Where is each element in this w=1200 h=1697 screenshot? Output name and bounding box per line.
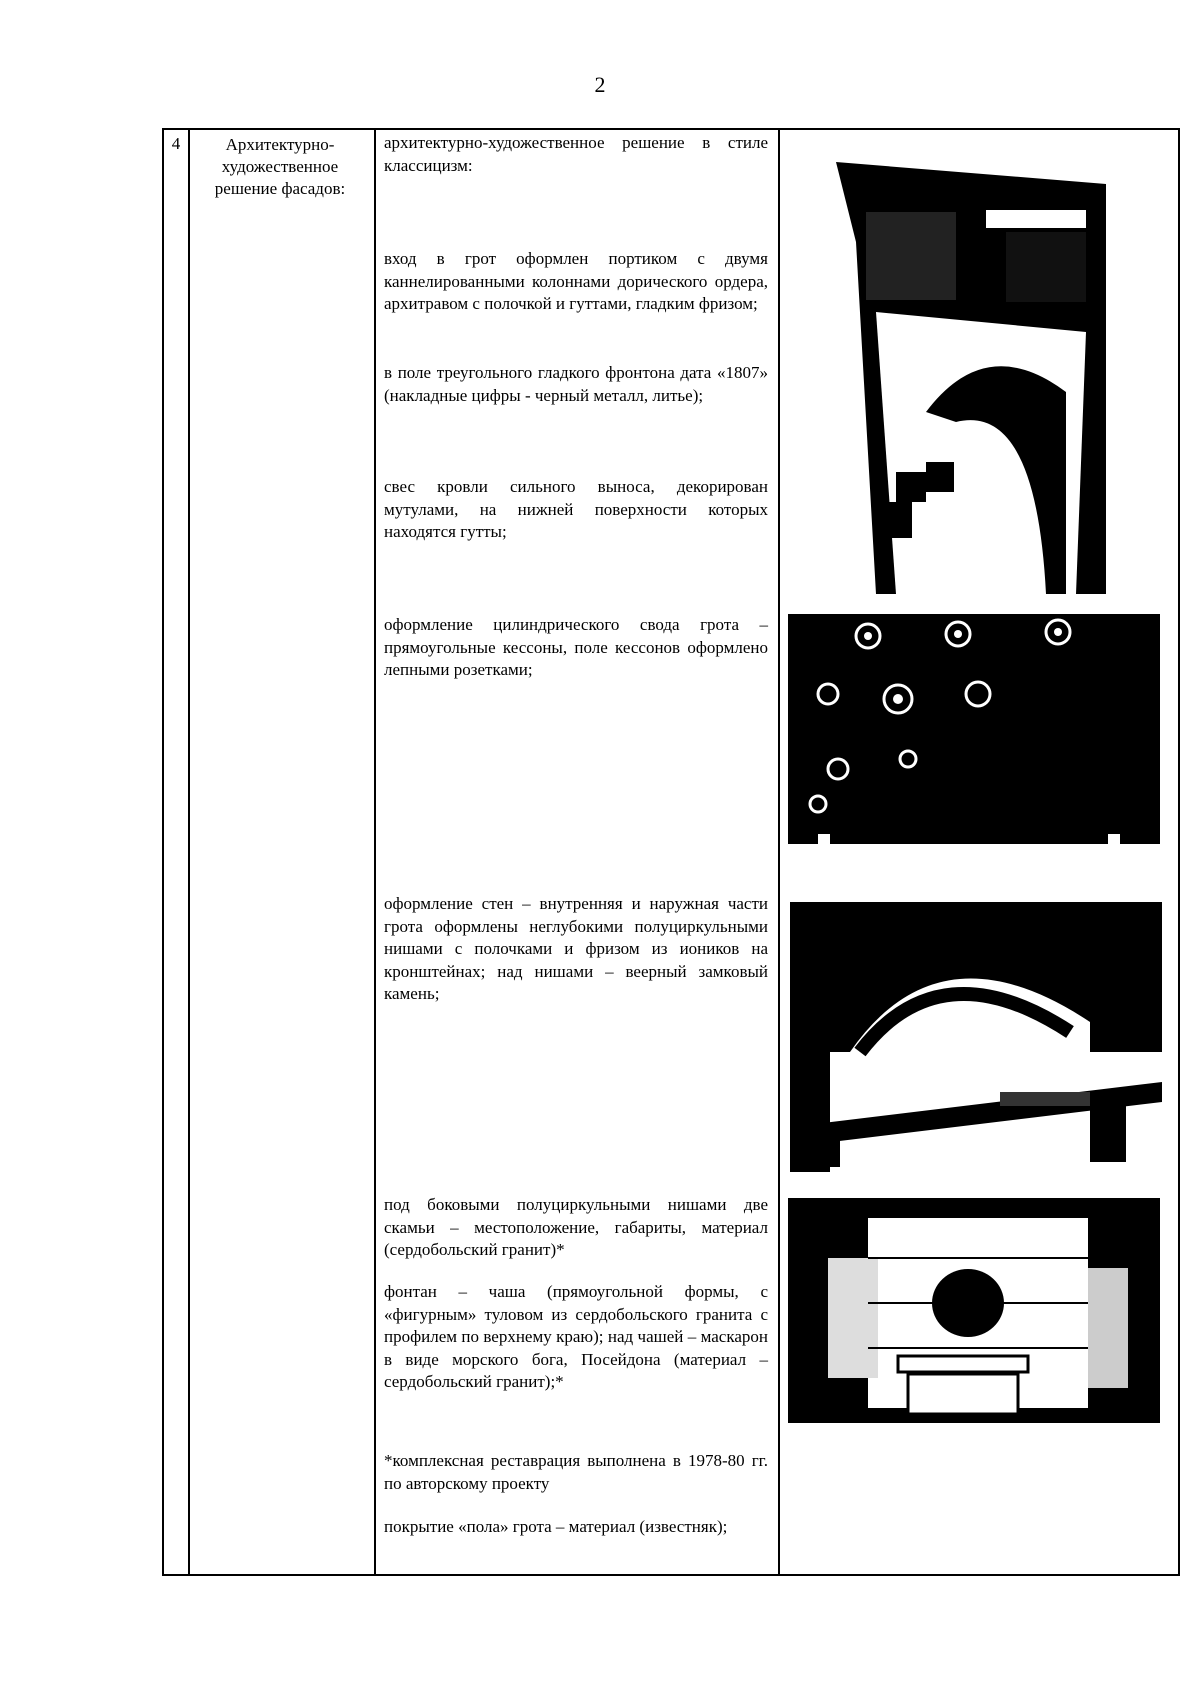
column-divider xyxy=(374,130,376,1574)
paragraph-restoration-note: *комплексная реставрация выполнена в 1978-80 гг. по авторскому проекту xyxy=(384,1451,768,1493)
row-number: 4 xyxy=(171,134,181,153)
paragraph-floor: покрытие «пола» грота – материал (известняк); xyxy=(384,1517,728,1536)
column-divider xyxy=(188,130,190,1574)
row-title: Архитектурно-художественное решение фасадов: xyxy=(214,135,346,198)
paragraph-walls: оформление стен – внутренняя и наружная части грота оформлены неглубокими полуциркульными нишами с полочками и фризом из иоников на кронштейнах; над нишами – веерный замковый камень; xyxy=(384,894,768,1003)
paragraph-benches: под боковыми полуциркульными нишами две скамьи – местоположение, габариты, материал (сердобольский гранит)* xyxy=(384,1195,768,1259)
page-number: 2 xyxy=(594,72,606,97)
photo-wall-niche xyxy=(790,902,1162,1177)
photo-fountain xyxy=(788,1198,1160,1453)
photo-vault-rosettes xyxy=(788,614,1160,874)
paragraph-vault: оформление цилиндрического свода грота – прямоугольные кессоны, поле кессонов оформлено лепными розетками; xyxy=(384,615,768,679)
paragraph-portico: вход в грот оформлен портиком с двумя каннелированными колоннами дорического ордера, архитравом с полочкой и гуттами, гладким фризом; xyxy=(384,249,768,313)
paragraph-pediment: в поле треугольного гладкого фронтона дата «1807» (накладные цифры - черный металл, литье); xyxy=(384,363,768,405)
column-divider xyxy=(778,130,780,1574)
photo-portico xyxy=(836,162,1128,594)
paragraph-style: архитектурно-художественное решение в стиле классицизм: xyxy=(384,133,768,175)
document-table xyxy=(162,128,1180,1576)
paragraph-eaves: свес кровли сильного выноса, декорирован мутулами, на нижней поверхности которых находятся гутты; xyxy=(384,477,768,541)
paragraph-fountain: фонтан – чаша (прямоугольной формы, с «фигурным» туловом из сердобольского гранита с профилем по верхнему краю); над чашей – маскарон в виде морского бога, Посейдона (материал – сердобольский гранит);* xyxy=(384,1282,768,1391)
